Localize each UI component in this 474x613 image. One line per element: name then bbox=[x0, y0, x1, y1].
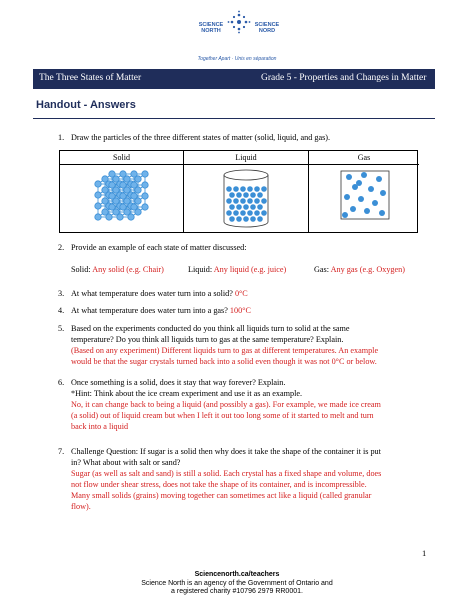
liquid-particle bbox=[257, 216, 263, 222]
solid-header: Solid bbox=[60, 151, 183, 165]
solid-column bbox=[60, 151, 184, 232]
banner-grade: Grade 5 - Properties and Changes in Matter bbox=[261, 73, 427, 83]
liquid-particle bbox=[229, 204, 235, 210]
solid-particle bbox=[120, 204, 126, 210]
solid-particle bbox=[120, 182, 126, 188]
banner-topic: The Three States of Matter bbox=[39, 73, 142, 83]
question-3-text: At what temperature does water turn into a solid? bbox=[71, 289, 233, 298]
liquid-particle bbox=[250, 192, 256, 198]
question-6: 6. Once something is a solid, does it stay that way forever? Explain. *Hint: Think about the ice cream experiment and use it as an example. No, it can change back to being a liquid (and possibly a gas). For example, we made ice cream (a solid) out of liquid cream but when I left it out too long some of it started to melt and turn back into a liquid bbox=[58, 378, 381, 431]
title-divider bbox=[33, 118, 435, 119]
logo-tagline: Together Apart · Unis en séparation bbox=[197, 56, 277, 62]
liquid-particle bbox=[236, 204, 242, 210]
liquid-header: Liquid bbox=[184, 151, 308, 165]
gas-box-drawing bbox=[309, 165, 419, 233]
liquid-particle bbox=[243, 204, 249, 210]
gas-particle bbox=[379, 210, 385, 216]
solid-particle bbox=[142, 193, 148, 199]
liquid-particle bbox=[236, 216, 242, 222]
question-1: 1. Draw the particles of the three different states of matter (solid, liquid, and gas). bbox=[58, 133, 331, 142]
liquid-particle bbox=[229, 192, 235, 198]
solid-particle bbox=[142, 204, 148, 210]
liquid-particle bbox=[243, 192, 249, 198]
solid-particle bbox=[95, 214, 101, 220]
gas-particle bbox=[344, 194, 350, 200]
liquid-particle bbox=[257, 192, 263, 198]
solid-particle bbox=[142, 182, 148, 188]
solid-particle bbox=[109, 204, 115, 210]
solid-particle bbox=[142, 171, 148, 177]
gas-column bbox=[309, 151, 419, 232]
gas-particle bbox=[368, 186, 374, 192]
liquid-particle bbox=[236, 192, 242, 198]
liquid-particle bbox=[254, 198, 260, 204]
question-7: 7. Challenge Question: If sugar is a solid then why does it take the shape of the container it is put in? What about with salt or sand? Sugar (as well as salt and sand) is still a solid. Each crystal has a fixed shape and volume, does not flow under shear stress, does not take the shape of its container, and is incompressible. Many small solids (grains) moving together can sometimes act like a liquid (called granular flow). bbox=[58, 447, 382, 511]
liquid-particle bbox=[254, 210, 260, 216]
solid-particle bbox=[109, 171, 115, 177]
question-7-answer: Sugar (as well as salt and sand) is still a solid. Each crystal has a fixed shape and volume, does bbox=[71, 469, 382, 478]
gas-header: Gas bbox=[309, 151, 419, 165]
liquid-particle bbox=[250, 204, 256, 210]
logo-right-text: SCIENCE NORD bbox=[254, 22, 280, 34]
liquid-particle bbox=[261, 186, 267, 192]
liquid-particle bbox=[229, 216, 235, 222]
solid-particle bbox=[131, 193, 137, 199]
liquid-particle bbox=[226, 198, 232, 204]
gas-example-answer: Any gas (e.g. Oxygen) bbox=[330, 265, 405, 274]
page-number: 1 bbox=[422, 548, 427, 558]
liquid-particle bbox=[233, 198, 239, 204]
liquid-particle bbox=[240, 186, 246, 192]
liquid-particle bbox=[247, 198, 253, 204]
gas-particle bbox=[361, 172, 367, 178]
liquid-particle bbox=[254, 186, 260, 192]
liquid-particle bbox=[261, 198, 267, 204]
solid-particle bbox=[120, 171, 126, 177]
solid-particles-drawing bbox=[60, 165, 184, 233]
liquid-particle bbox=[247, 210, 253, 216]
liquid-particle bbox=[233, 210, 239, 216]
question-6-answer: No, it can change back to being a liquid (and possibly a gas). For example, we made ice cream bbox=[71, 400, 381, 409]
footer: Sciencenorth.ca/teachers Science North is an agency of the Government of Ontario and a registered charity #10796 2979 RR0001. bbox=[0, 571, 474, 597]
liquid-particle bbox=[240, 198, 246, 204]
liquid-particle bbox=[233, 186, 239, 192]
liquid-particle bbox=[257, 204, 263, 210]
gas-particle bbox=[372, 200, 378, 206]
question-2: 2. Provide an example of each state of matter discussed: Solid: Any solid (e.g. Chair) Liquid: Any liquid (e.g. juice) Gas: Any gas (e.g. Oxygen) bbox=[58, 243, 405, 274]
science-north-logo bbox=[196, 8, 282, 52]
gas-particle bbox=[364, 208, 370, 214]
liquid-container-drawing bbox=[184, 165, 309, 233]
question-5: 5. Based on the experiments conducted do you think all liquids turn to solid at the same temperature? Do you think all liquids turn to gas at the same temperature? Explain. (Based on any experiment) Different liquids turn to gas at different temperatures. An example would be that the sugar crystals turned back into a solid even though it was not 0°C or below. bbox=[58, 324, 379, 366]
liquid-column bbox=[184, 151, 309, 232]
solid-particle bbox=[102, 209, 108, 215]
liquid-example-answer: Any liquid (e.g. juice) bbox=[213, 265, 287, 274]
liquid-particle bbox=[226, 210, 232, 216]
gas-particle bbox=[380, 190, 386, 196]
gas-particle bbox=[376, 176, 382, 182]
states-table bbox=[59, 150, 418, 233]
question-2-text: Provide an example of each state of matter discussed: bbox=[71, 243, 247, 252]
gas-particle bbox=[342, 212, 348, 218]
question-5-answer: (Based on any experiment) Different liquids turn to gas at different temperatures. An example bbox=[71, 346, 379, 355]
solid-particle bbox=[102, 198, 108, 204]
question-2-answers: Solid: Any solid (e.g. Chair) bbox=[71, 265, 164, 274]
liquid-particle bbox=[261, 210, 267, 216]
logo-left-text: SCIENCE NORTH bbox=[198, 22, 224, 34]
handout-title: Handout - Answers bbox=[36, 99, 136, 111]
gas-particle bbox=[350, 206, 356, 212]
solid-particle bbox=[95, 203, 101, 209]
question-4-text: At what temperature does water turn into a gas? bbox=[71, 306, 228, 315]
snowflake-logo-icon bbox=[227, 10, 251, 34]
solid-particle bbox=[109, 182, 115, 188]
solid-particle bbox=[95, 192, 101, 198]
liquid-particle bbox=[243, 216, 249, 222]
solid-particle bbox=[102, 187, 108, 193]
question-4: 4. At what temperature does water turn into a gas? 100°C bbox=[58, 306, 251, 315]
liquid-particle bbox=[240, 210, 246, 216]
gas-particle bbox=[356, 180, 362, 186]
solid-particle bbox=[131, 171, 137, 177]
question-1-text: Draw the particles of the three different states of matter (solid, liquid, and gas). bbox=[71, 133, 331, 142]
solid-particle bbox=[102, 176, 108, 182]
liquid-particle bbox=[247, 186, 253, 192]
footer-link[interactable]: Sciencenorth.ca/teachers bbox=[194, 571, 280, 578]
question-3: 3. At what temperature does water turn into a solid? 0°C bbox=[58, 289, 248, 298]
solid-particle bbox=[131, 182, 137, 188]
solid-particle bbox=[95, 181, 101, 187]
gas-particle bbox=[346, 174, 352, 180]
question-4-answer: 100°C bbox=[229, 306, 251, 315]
solid-example-answer: Any solid (e.g. Chair) bbox=[92, 265, 164, 274]
liquid-particle bbox=[226, 186, 232, 192]
solid-particle bbox=[120, 193, 126, 199]
question-3-answer: 0°C bbox=[234, 289, 248, 298]
liquid-particle bbox=[250, 216, 256, 222]
title-banner bbox=[33, 69, 435, 89]
solid-particle bbox=[109, 193, 115, 199]
solid-particle bbox=[131, 204, 137, 210]
gas-particle bbox=[358, 196, 364, 202]
